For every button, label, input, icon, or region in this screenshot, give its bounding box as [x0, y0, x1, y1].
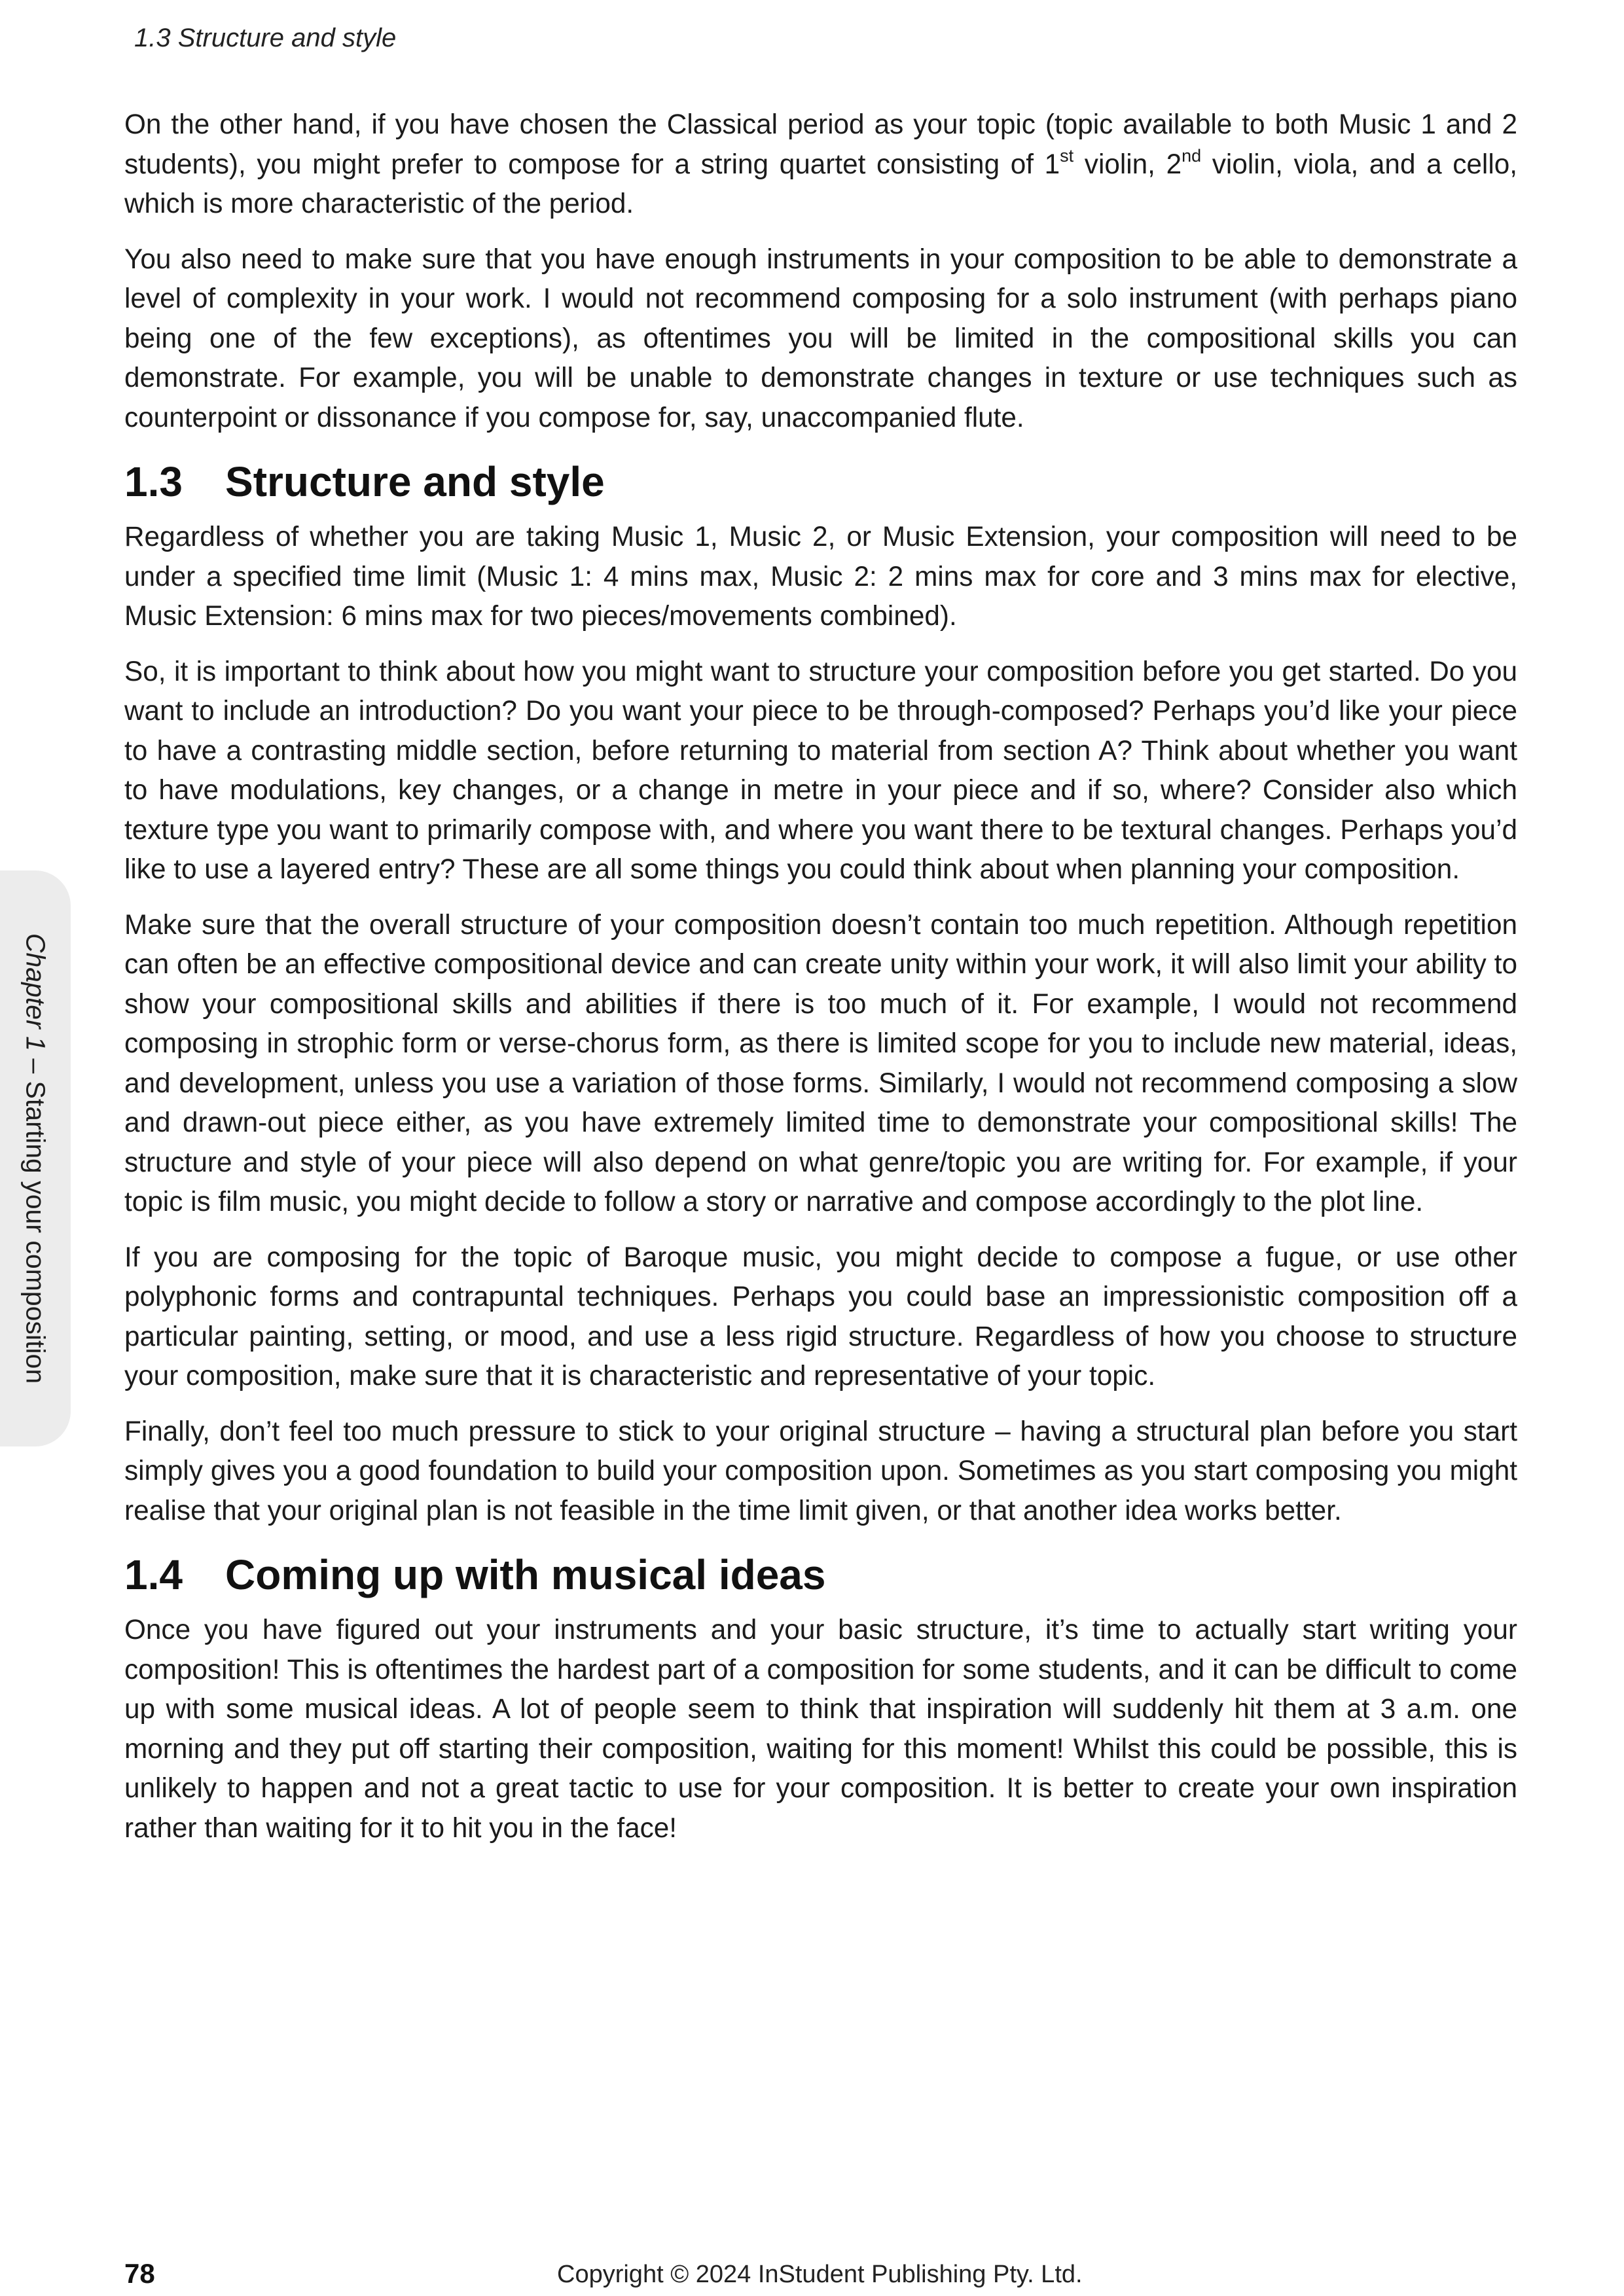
- superscript-st: st: [1060, 146, 1074, 166]
- running-header: 1.3 Structure and style: [134, 24, 397, 52]
- section-number: 1.4: [124, 1551, 183, 1598]
- paragraph-string-quartet: [124, 105, 1517, 224]
- copyright-notice: Copyright © 2024 InStudent Publishing Pty. Ltd.: [557, 2261, 1083, 2288]
- paragraph-instrument-complexity: You also need to make sure that you have enough instruments in your composition to be able to demonstrate a level of complexity in your work. I would not recommend composing for a solo instrument (with perhaps piano being one of the few exceptions), as oftentimes you will be limited in the compositional skills you can demonstrate. For example, you will be unable to demonstrate changes in texture or use techniques such as counterpoint or dissonance if you compose for, say, unaccompanied flute.: [124, 243, 1517, 433]
- text-run: On the other hand, if you have chosen the Classical period as your topic (topic available to both Music 1 and 2 students), you might prefer to compose for a string quartet consisting of 1: [124, 109, 1517, 179]
- chapter-side-tab-label: [20, 933, 51, 1384]
- page-body: [124, 105, 1517, 1863]
- paragraph: Once you have figured out your instruments and your basic structure, it’s time to actually start writing your composition! This is oftentimes the hardest part of a composition for some students, and it can be difficult to come up with some musical ideas. A lot of people seem to think that inspiration will suddenly hit them at 3 a.m. one morning and they put off starting their composition, waiting for this moment! Whilst this could be possible, this is unlikely to happen and not a great tactic to use for your composition. It is better to create your own inspiration rather than waiting for it to hit you in the face!: [124, 1614, 1517, 1843]
- section-heading-1-4: [124, 1546, 1517, 1604]
- page-number: 78: [124, 2258, 155, 2289]
- section-title: Coming up with musical ideas: [225, 1551, 826, 1598]
- section-heading-1-3: [124, 453, 1517, 511]
- paragraph: If you are composing for the topic of Baroque music, you might decide to compose a fugue, or use other polyphonic forms and contrapuntal techniques. Perhaps you could base an impressionistic composition off a particular painting, setting, or mood, and use a less rigid structure. Regardless of how you choose to structure your composition, make sure that it is characteristic and representative of your topic.: [124, 1241, 1517, 1391]
- section-title: Structure and style: [225, 458, 605, 505]
- paragraph: Regardless of whether you are taking Music 1, Music 2, or Music Extension, your composition will need to be under a specified time limit (Music 1: 4 mins max, Music 2: 2 mins max for core and 3 mins max for elective, Music Extension: 6 mins max for two pieces/movements combined).: [124, 521, 1517, 631]
- paragraph: Finally, don’t feel too much pressure to stick to your original structure – having a structural plan before you start simply gives you a good foundation to build your composition upon. Sometimes as you start composing you might realise that your original plan is not feasible in the time limit given, or that another idea works better.: [124, 1415, 1517, 1526]
- text-run: violin, 2: [1074, 148, 1182, 179]
- chapter-side-tab: [0, 870, 71, 1446]
- superscript-nd: nd: [1182, 146, 1202, 166]
- paragraph: Make sure that the overall structure of your composition doesn’t contain too much repetition. Although repetition can often be an effective compositional device and can create unity within your work, it will also limit your ability to show your compositional skills and abilities if there is too much of it. For example, I would not recommend composing in strophic form or verse-chorus form, as there is limited scope for you to include new material, ideas, and development, unless you use a variation of those forms. Similarly, I would not recommend composing a slow and drawn-out piece either, as you have extremely limited time to demonstrate your compositional skills! The structure and style of your piece will also depend on what genre/topic you are writing for. For example, if your topic is film music, you might decide to follow a story or narrative and compose accordingly to the plot line.: [124, 908, 1517, 1217]
- paragraph: So, it is important to think about how you might want to structure your composition before you get started. Do you want to include an introduction? Do you want your piece to be through-composed? Perhaps you’d like your piece to have a contrasting middle section, before returning to material from section A? Think about whether you want to have modulations, key changes, or a change in metre in your piece and if so, where? Consider also which texture type you want to primarily compose with, and where you want there to be textural changes. Perhaps you’d like to use a layered entry? These are all some things you could think about when planning your composition.: [124, 655, 1517, 884]
- chapter-separator: –: [20, 1050, 51, 1081]
- text-run: violin, viola, and a cello, which is more characteristic of the period.: [124, 148, 1517, 219]
- section-number: 1.3: [124, 458, 183, 505]
- chapter-number: Chapter 1: [20, 933, 51, 1051]
- chapter-title: Starting your composition: [20, 1081, 51, 1384]
